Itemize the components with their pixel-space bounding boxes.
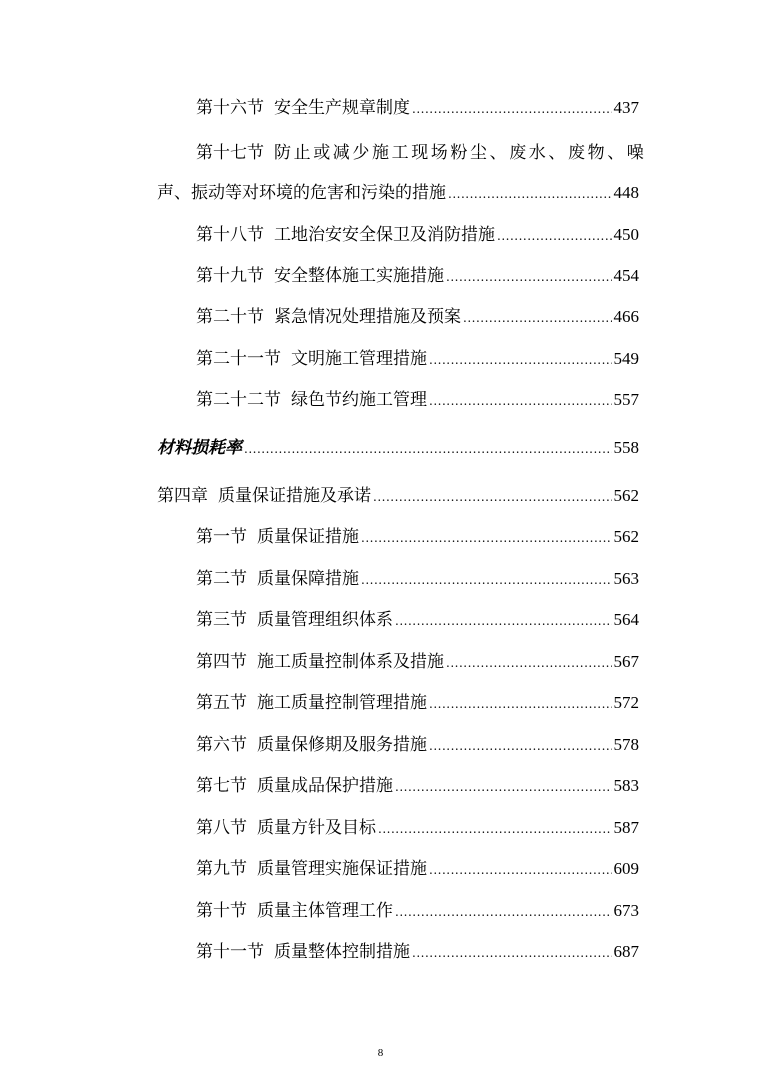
page-ref: 454 [613, 266, 639, 285]
page-ref: 558 [613, 438, 639, 457]
section-number: 第一节 [196, 527, 247, 547]
leader-dots [446, 266, 612, 288]
section-number: 第二十一节 [196, 349, 281, 369]
toc-entry[interactable] [196, 224, 639, 247]
page-ref: 549 [613, 349, 639, 368]
section-number: 第八节 [196, 818, 247, 838]
page-ref: 557 [613, 390, 639, 409]
section-title: 安全整体施工实施措施 [274, 266, 444, 286]
page-ref: 587 [613, 818, 639, 837]
toc-entry[interactable] [196, 348, 639, 371]
section-title: 质量管理实施保证措施 [257, 859, 427, 879]
chapter-title: 质量保证措施及承诺 [218, 486, 371, 506]
leader-dots [412, 942, 612, 964]
toc-chapter-entry[interactable] [157, 485, 639, 508]
page-ref: 564 [613, 610, 639, 629]
toc-entry[interactable] [196, 265, 639, 288]
section-number: 第九节 [196, 859, 247, 879]
section-number: 第十八节 [196, 225, 264, 245]
leader-dots [429, 349, 612, 371]
leader-dots [429, 859, 612, 881]
leader-dots [395, 776, 612, 798]
section-title: 工地治安安全保卫及消防措施 [274, 225, 495, 245]
section-number: 第五节 [196, 693, 247, 713]
toc-entry[interactable] [196, 900, 639, 923]
page-ref: 578 [613, 735, 639, 754]
leader-dots [429, 735, 612, 757]
toc-entry[interactable] [196, 526, 639, 549]
leader-dots [429, 693, 612, 715]
section-number: 第二节 [196, 569, 247, 589]
page-ref: 562 [613, 486, 639, 505]
page-ref: 673 [613, 901, 639, 920]
page-ref: 687 [613, 942, 639, 961]
section-number: 第二十二节 [196, 390, 281, 410]
section-title: 质量保证措施 [257, 527, 359, 547]
section-title: 质量管理组织体系 [257, 610, 393, 630]
toc-entry[interactable] [196, 306, 639, 329]
page-ref: 572 [613, 693, 639, 712]
page-ref: 583 [613, 776, 639, 795]
leader-dots [373, 486, 612, 508]
section-number: 第十节 [196, 901, 247, 921]
toc-entry[interactable] [196, 568, 639, 591]
section-number: 第十七节 [196, 143, 264, 163]
leader-dots [497, 225, 612, 247]
section-number: 第十九节 [196, 266, 264, 286]
toc-entry[interactable] [196, 775, 639, 798]
page-ref: 450 [613, 225, 639, 244]
leader-dots [361, 569, 612, 591]
section-title: 安全生产规章制度 [274, 98, 410, 118]
section-title: 质量保修期及服务措施 [257, 735, 427, 755]
section-number: 第十一节 [196, 942, 264, 962]
toc-heading-entry[interactable] [157, 437, 639, 460]
leader-dots [244, 438, 612, 460]
section-title: 质量整体控制措施 [274, 942, 410, 962]
toc-entry[interactable] [196, 941, 639, 964]
chapter-number: 第四章 [157, 486, 208, 506]
section-number: 第二十节 [196, 307, 264, 327]
page-ref: 562 [613, 527, 639, 546]
toc-entry[interactable] [196, 97, 639, 120]
section-title: 紧急情况处理措施及预案 [274, 307, 461, 327]
leader-dots [412, 98, 612, 120]
section-title: 施工质量控制体系及措施 [257, 652, 444, 672]
toc-entry[interactable] [196, 651, 639, 674]
section-number: 第七节 [196, 776, 247, 796]
section-number: 第四节 [196, 652, 247, 672]
toc-entry[interactable] [196, 692, 639, 715]
toc-entry[interactable] [196, 858, 639, 881]
leader-dots [378, 818, 612, 840]
toc-entry[interactable] [196, 817, 639, 840]
leader-dots [446, 652, 612, 674]
section-title: 文明施工管理措施 [291, 349, 427, 369]
leader-dots [463, 307, 612, 329]
toc-entry[interactable] [196, 609, 639, 632]
page-ref: 437 [613, 98, 639, 117]
page-ref: 466 [613, 307, 639, 326]
section-number: 第六节 [196, 735, 247, 755]
page-number: 8 [377, 1047, 384, 1059]
leader-dots [395, 610, 612, 632]
section-title: 质量主体管理工作 [257, 901, 393, 921]
section-title-line1: 防止或减少施工现场粉尘、废水、废物、噪 [274, 143, 647, 163]
section-title: 质量成品保护措施 [257, 776, 393, 796]
page-ref: 563 [613, 569, 639, 588]
toc-entry[interactable] [196, 734, 639, 757]
section-title-line2: 声、振动等对环境的危害和污染的措施 [157, 183, 446, 203]
leader-dots [429, 390, 612, 412]
page-ref: 567 [613, 652, 639, 671]
section-title: 质量方针及目标 [257, 818, 376, 838]
toc-entry-wrapped-first-line[interactable] [196, 142, 647, 164]
page-ref: 609 [613, 859, 639, 878]
toc-entry-wrapped-second-line[interactable] [157, 182, 639, 205]
toc-entry[interactable] [196, 389, 639, 412]
leader-dots [448, 183, 612, 205]
heading-title: 材料损耗率 [157, 438, 242, 458]
leader-dots [395, 901, 612, 923]
section-title: 施工质量控制管理措施 [257, 693, 427, 713]
section-title: 绿色节约施工管理 [291, 390, 427, 410]
section-number: 第三节 [196, 610, 247, 630]
section-number: 第十六节 [196, 98, 264, 118]
page-ref: 448 [613, 183, 639, 202]
leader-dots [361, 527, 612, 549]
section-title: 质量保障措施 [257, 569, 359, 589]
